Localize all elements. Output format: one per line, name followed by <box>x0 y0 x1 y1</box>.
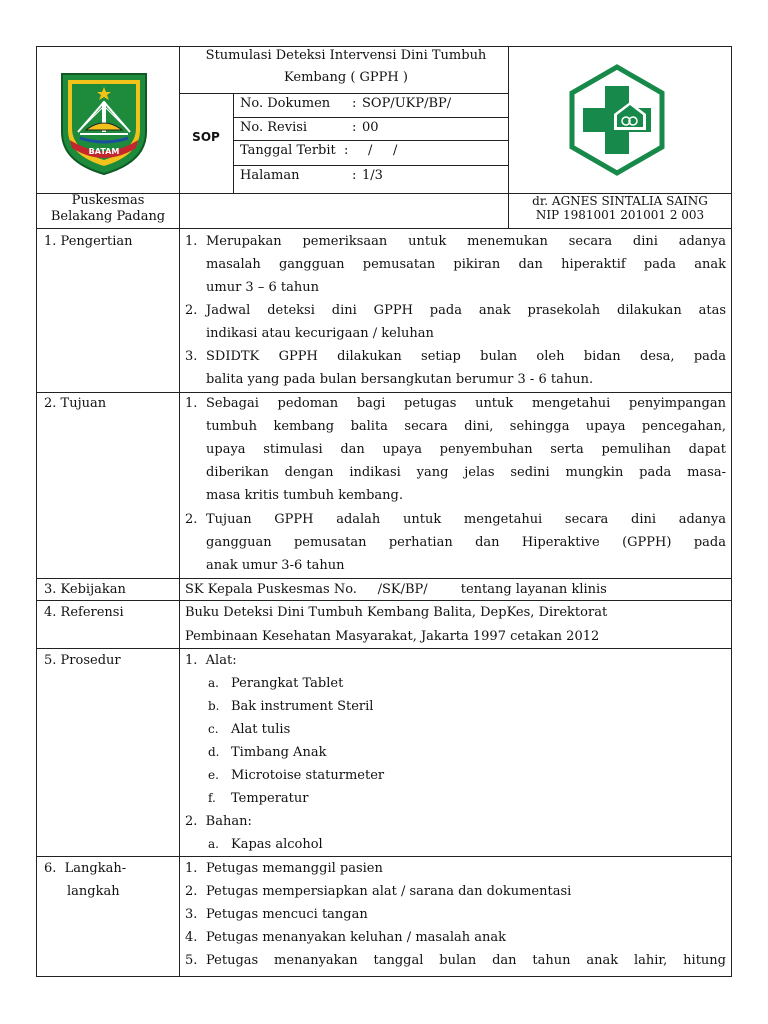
item-body <box>206 230 726 299</box>
section-label-langkah-2: langkah <box>67 884 120 899</box>
section-label-langkah: 6. Langkah- <box>44 861 127 876</box>
signer-nip: NIP 1981001 201001 2 003 <box>535 208 705 222</box>
item-line: Merupakan pemeriksaan untuk menemukan secara dini adanya <box>206 234 726 249</box>
item-line: gangguan pemusatan perhatian dan Hiperaktive (GPPH) pada <box>206 535 726 550</box>
item-body <box>206 392 726 507</box>
table-border-right <box>731 46 732 976</box>
alat-item <box>208 787 308 810</box>
puskesmas-logo-icon <box>568 64 666 176</box>
doc-field-key: No. Dokumen <box>240 96 331 111</box>
item-line: masalah gangguan pemusatan pikiran dan hiperaktif pada anak <box>206 257 726 272</box>
doc-field-sep: : <box>352 168 357 183</box>
item-line: umur 3 – 6 tahun <box>206 280 319 295</box>
prosedur-bahan-label: 2. Bahan: <box>185 814 252 829</box>
tujuan-item-2 <box>185 508 726 577</box>
item-body: Petugas mempersiapkan alat / sarana dan dokumentasi <box>206 884 572 899</box>
alat-item-letter: f. <box>208 791 216 805</box>
sop-label: SOP <box>192 130 220 144</box>
alat-item-text: Alat tulis <box>231 722 291 737</box>
item-number: 2. <box>185 303 198 318</box>
item-line: masa kritis tumbuh kembang. <box>206 488 403 503</box>
langkah-item <box>185 949 726 972</box>
item-number: 1. <box>185 396 198 411</box>
item-number: 2. <box>185 512 198 527</box>
pengertian-item-3 <box>185 345 726 391</box>
item-number: 2. <box>185 884 198 899</box>
signer-block <box>512 194 728 222</box>
bahan-item <box>208 833 323 856</box>
item-body: Petugas menanyakan keluhan / masalah anak <box>206 930 506 945</box>
item-line: indikasi atau kecurigaan / keluhan <box>206 326 434 341</box>
alat-item-text: Perangkat Tablet <box>231 676 344 691</box>
doc-field-key: Tanggal Terbit <box>240 143 336 158</box>
alat-item-text: Temperatur <box>231 791 309 806</box>
langkah-item <box>185 857 726 880</box>
section-label-tujuan: 2. Tujuan <box>44 396 107 411</box>
doc-field-sep: : <box>344 143 349 158</box>
kebijakan-text: SK Kepala Puskesmas No. /SK/BP/ tentang layanan klinis <box>185 582 607 597</box>
organization-line-2: Belakang Padang <box>50 209 166 224</box>
langkah-item <box>185 926 726 949</box>
organization-line-1: Puskesmas <box>71 193 145 208</box>
section-label-kebijakan: 3. Kebijakan <box>44 582 126 597</box>
item-number: 3. <box>185 349 198 364</box>
item-line: upaya stimulasi dan upaya penyembuhan serta pemulihan dapat <box>206 442 726 457</box>
alat-item-letter: b. <box>208 699 220 713</box>
alat-item <box>208 741 326 764</box>
alat-item-letter: c. <box>208 722 219 736</box>
item-line: balita yang pada bulan bersangkutan berumur 3 - 6 tahun. <box>206 372 594 387</box>
langkah-item <box>185 880 726 903</box>
alat-item <box>208 718 290 741</box>
alat-item <box>208 672 343 695</box>
batam-city-emblem-icon <box>58 70 150 176</box>
item-line: Sebagai pedoman bagi petugas untuk mengetahui penyimpangan <box>206 396 726 411</box>
item-number: 1. <box>185 234 198 249</box>
item-line: tumbuh kembang balita secara dini, sehingga upaya pencegahan, <box>206 419 726 434</box>
table-border-bottom <box>36 976 732 977</box>
langkah-item <box>185 903 726 926</box>
item-body: Petugas menanyakan tanggal bulan dan tahun anak lahir, hitung <box>206 953 726 968</box>
signer-name: dr. AGNES SINTALIA SAING <box>532 194 708 208</box>
doc-field-value: 00 <box>362 120 379 135</box>
document-title: Stumulasi Deteksi Intervensi Dini Tumbuh Kembang ( GPPH ) <box>205 48 487 85</box>
item-number: 1. <box>185 861 198 876</box>
alat-item <box>208 695 373 718</box>
item-number: 5. <box>185 953 198 968</box>
alat-item-letter: d. <box>208 745 220 759</box>
doc-field-sep: : <box>352 120 357 135</box>
alat-item-text: Microtoise staturmeter <box>231 768 385 783</box>
item-body: Petugas mencuci tangan <box>206 907 368 922</box>
alat-item-letter: a. <box>208 676 219 690</box>
doc-field-nomor <box>240 94 451 114</box>
item-line: diberikan dengan indikasi yang jelas sedini mungkin pada masa- <box>206 465 726 480</box>
sop-label-divider <box>233 93 234 193</box>
item-body: Petugas memanggil pasien <box>206 861 383 876</box>
item-body <box>206 299 726 345</box>
doc-field-value: 1/3 <box>362 168 383 183</box>
table-border-left <box>36 46 37 976</box>
emblem-text: BATAM <box>88 147 120 156</box>
item-line: anak umur 3-6 tahun <box>206 558 345 573</box>
doc-field-revisi <box>240 118 379 138</box>
item-body <box>206 508 726 577</box>
prosedur-alat-label: 1. Alat: <box>185 653 237 668</box>
header-footer-line <box>36 228 732 229</box>
bahan-item-letter: a. <box>208 837 219 851</box>
item-line: Jadwal deteksi dini GPPH pada anak prasekolah dilakukan atas <box>206 303 726 318</box>
referensi-line-2: Pembinaan Kesehatan Masyarakat, Jakarta 1997 cetakan 2012 <box>185 629 600 644</box>
item-body <box>206 345 726 391</box>
organization-name <box>38 193 178 225</box>
item-number: 4. <box>185 930 198 945</box>
bahan-item-text: Kapas alcohol <box>231 837 323 852</box>
doc-field-tanggal <box>240 141 397 161</box>
tujuan-item-1 <box>185 392 726 507</box>
doc-field-halaman <box>240 166 383 186</box>
alat-item-text: Bak instrument Steril <box>231 699 374 714</box>
pengertian-item-1 <box>185 230 726 299</box>
alat-item-letter: e. <box>208 768 219 782</box>
table-col-divider <box>179 46 180 976</box>
referensi-line-1: Buku Deteksi Dini Tumbuh Kembang Balita, DepKes, Direktorat <box>185 605 608 620</box>
doc-field-sep: : <box>352 96 357 111</box>
doc-field-value: / / <box>368 143 398 158</box>
item-number: 3. <box>185 907 198 922</box>
doc-field-value: SOP/UKP/BP/ <box>362 96 452 111</box>
section-label-referensi: 4. Referensi <box>44 605 124 620</box>
section-label-prosedur: 5. Prosedur <box>44 653 121 668</box>
item-line: SDIDTK GPPH dilakukan setiap bulan oleh bidan desa, pada <box>206 349 726 364</box>
alat-item <box>208 764 384 787</box>
section-label-pengertian: 1. Pengertian <box>44 234 133 249</box>
item-line: Tujuan GPPH adalah untuk mengetahui secara dini adanya <box>206 512 726 527</box>
section-line-prosedur <box>36 648 732 649</box>
alat-item-text: Timbang Anak <box>231 745 327 760</box>
doc-field-key: Halaman <box>240 168 300 183</box>
doc-field-key: No. Revisi <box>240 120 308 135</box>
pengertian-item-2 <box>185 299 726 345</box>
